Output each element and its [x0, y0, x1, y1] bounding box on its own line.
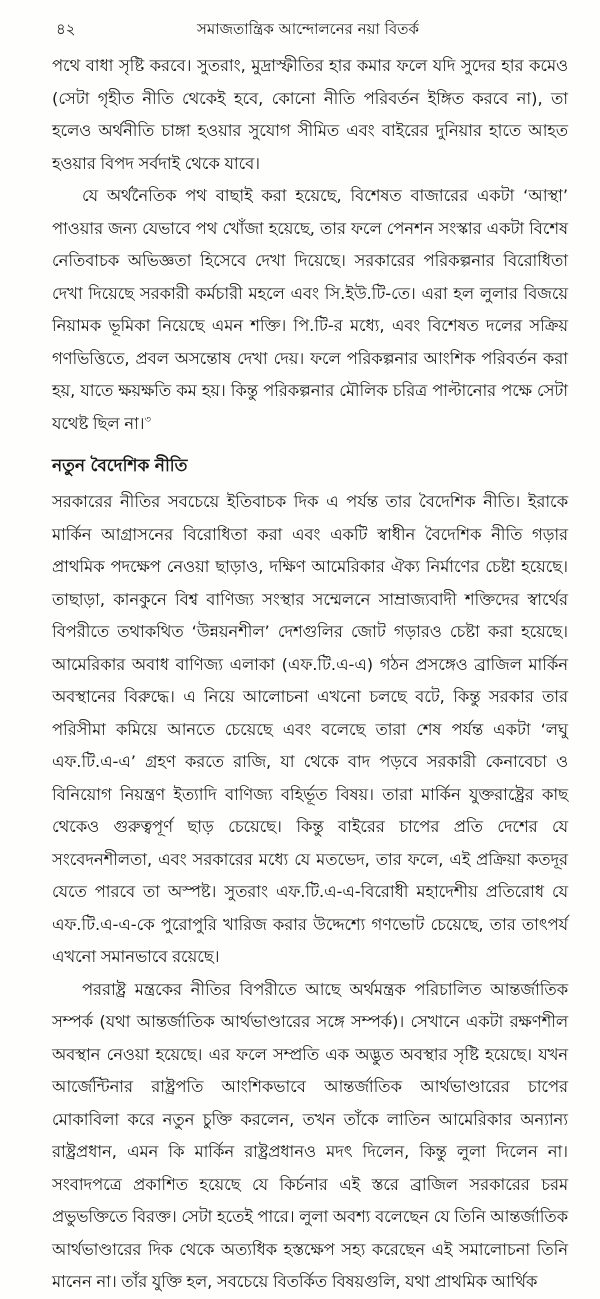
- section-heading: নতুন বৈদেশিক নীতি: [52, 456, 188, 476]
- paragraph: [52, 180, 568, 440]
- page-header: [56, 18, 560, 46]
- running-title: সমাজতান্ত্রিক আন্দোলনের নয়া বিতর্ক: [197, 20, 419, 38]
- page-number: ৪২: [56, 20, 76, 38]
- paragraph: [52, 974, 568, 1299]
- paragraph-text: পররাষ্ট্র মন্ত্রকের নীতির বিপরীতে আছে অর্থমন্ত্রক পরিচালিত আন্তর্জাতিক সম্পর্ক (যথা আন্তর্জাতিক আর্থভাণ্ডারের সঙ্গে সম্পর্ক)। সেখানে একটা রক্ষণশীল অবস্থান নেওয়া হয়েছে। এর ফলে সম্প্রতি এক অদ্ভুত অবস্থার সৃষ্টি হয়েছে। যখন আর্জেন্টিনার রাষ্ট্রপতি আংশিকভাবে আন্তর্জাতিক আর্থভাণ্ডারের চাপের মোকাবিলা করে নতুন চুক্তি করলেন, তখন তাঁকে লাতিন আমেরিকার অন্যান্য রাষ্ট্রপ্রধান, এমন কি মার্কিন রাষ্ট্রপ্রধানও মদৎ দিলেন, কিন্তু লুলা দিলেন না। সংবাদপত্রে প্রকাশিত হয়েছে যে কির্চনার এই স্তরে ব্রাজিল সরকারের চরম প্রভুভক্তিতে বিরক্ত। সেটা হতেই পারে। লুলা অবশ্য বলেছেন যে তিনি আন্তর্জাতিক আর্থভাণ্ডারের দিক থেকে অত্যধিক হস্তক্ষেপ সহ্য করেছেন এই সমালোচনা তিনি মানেন না। তাঁর যুক্তি হল, সবচেয়ে বিতর্কিত বিষয়গুলি, যথা প্রাথমিক আর্থিক: [52, 979, 568, 1291]
- paragraph-text: সরকারের নীতির সবচেয়ে ইতিবাচক দিক এ পর্যন্ত তার বৈদেশিক নীতি। ইরাকে মার্কিন আগ্রাসনের বিরোধিতা করা এবং একটি স্বাধীন বৈদেশিক নীতি গড়ার প্রাথমিক পদক্ষেপ নেওয়া ছাড়াও, দক্ষিণ আমেরিকার ঐক্য নির্মাণের চেষ্টা হয়েছে। তাছাড়া, কানকুনে বিশ্ব বাণিজ্য সংস্থার সম্মেলনে সাম্রাজ্যবাদী শক্তিদের স্বার্থের বিপরীতে তথাকথিত ‘উন্নয়নশীল’ দেশগুলির জোট গড়ারও চেষ্টা করা হয়েছে। আমেরিকার অবাধ বাণিজ্য এলাকা (এফ.টি.এ-এ) গঠন প্রসঙ্গেও ব্রাজিল মার্কিন অবস্থানের বিরুদ্ধে। এ নিয়ে আলোচনা এখনো চলছে বটে, কিন্তু সরকার তার পরিসীমা কমিয়ে আনতে চেয়েছে এবং বলেছে তারা শেষ পর্যন্ত একটা ‘লঘু এফ.টি.এ-এ’ গ্রহণ করতে রাজি, যা থেকে বাদ পড়বে সরকারী কেনাবেচা ও বিনিয়োগ নিয়ন্ত্রণ ইত্যাদি বাণিজ্য বহির্ভূত বিষয়। তারা মার্কিন যুক্তরাষ্ট্রের কাছ থেকেও গুরুত্বপূর্ণ ছাড় চেয়েছে। কিন্তু বাইরের চাপের প্রতি দেশের যে সংবেদনশীলতা, এবং সরকারের মধ্যে যে মতভেদ, তার ফলে, এই প্রক্রিয়া কতদূর যেতে পারবে তা অস্পষ্ট। সুতরাং এফ.টি.এ-এ-বিরোধী মহাদেশীয় প্রতিরোধ যে এফ.টি.এ-এ-কে পুরোপুরি খারিজ করার উদ্দেশ্যে গণভোট চেয়েছে, তার তাৎপর্য এখনো সমানভাবে রয়েছে।: [52, 492, 568, 966]
- paragraph: [52, 486, 568, 974]
- paragraph: [52, 50, 568, 180]
- page-body: [52, 50, 568, 1299]
- paragraph-text: পথে বাধা সৃষ্টি করবে। সুতরাং, মুদ্রাস্ফীতির হার কমার ফলে যদি সুদের হার কমেও (সেটা গৃহীত নীতি থেকেই হবে, কোনো নীতি পরিবর্তন ইঙ্গিত করবে না), তা হলেও অর্থনীতি চাঙ্গা হওয়ার সুযোগ সীমিত এবং বাইরের দুনিয়ার হাতে আহত হওয়ার বিপদ সর্বদাই থেকে যাবে।: [52, 56, 568, 173]
- paragraph-text: যে অর্থনৈতিক পথ বাছাই করা হয়েছে, বিশেষত বাজারের একটা ‘আস্থা’ পাওয়ার জন্য যেভাবে পথ খোঁজা হয়েছে, তার ফলে পেনশন সংস্কার একটা বিশেষ নেতিবাচক অভিজ্ঞতা হিসেবে দেখা দিয়েছে। সরকারের পরিকল্পনার বিরোধিতা দেখা দিয়েছে সরকারী কর্মচারী মহলে এবং সি.ইউ.টি-তে। এরা হল লুলার বিজয়ে নিয়ামক ভূমিকা নিয়েছে এমন শক্তি। পি.টি-র মধ্যে, এবং বিশেষত দলের সক্রিয় গণভিত্তিতে, প্রবল অসন্তোষ দেখা দেয়। ফলে পরিকল্পনার আংশিক পরিবর্তন করা হয়, যাতে ক্ষয়ক্ষতি কম হয়। কিন্তু পরিকল্পনার মৌলিক চরিত্র পাল্টানোর পক্ষে সেটা যথেষ্ট ছিল না।: [52, 186, 568, 433]
- footnote-marker: ৩: [144, 414, 152, 426]
